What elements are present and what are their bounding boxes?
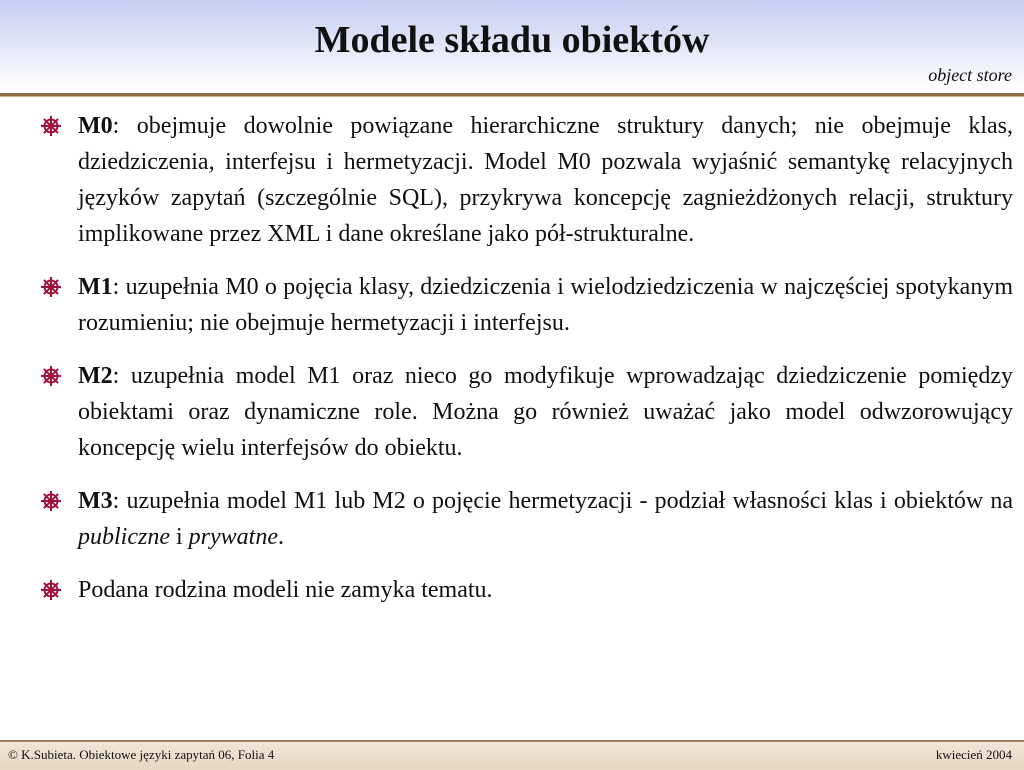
- item-end-punctuation: .: [277, 524, 284, 550]
- item-text: [78, 108, 1013, 252]
- item-text: [78, 358, 1013, 466]
- model-term: M1: [78, 274, 113, 300]
- list-item: [40, 572, 1013, 608]
- bullet-list: [40, 108, 1013, 625]
- list-item: [40, 358, 1013, 466]
- model-term: M2: [78, 363, 113, 389]
- dharma-wheel-icon: [40, 276, 62, 298]
- item-text: [78, 269, 1013, 341]
- item-text: [78, 483, 1013, 555]
- item-text: Podana rodzina modeli nie zamyka tematu.: [78, 577, 493, 603]
- emphasis-private: prywatne: [188, 524, 278, 550]
- slide-footer: [0, 740, 1024, 770]
- item-description: : uzupełnia model M1 oraz nieco go modyfikuje wprowadzając dziedziczenie pomiędzy obiektami oraz dynamiczne role. Można go również uważać jako model odwzorowujący koncepcję wielu interfejsów do obiektu.: [78, 363, 1013, 461]
- dharma-wheel-icon: [40, 490, 62, 512]
- slide-subtitle: object store: [928, 65, 1012, 85]
- emphasis-public: publiczne: [78, 524, 170, 550]
- connector-text: i: [169, 524, 189, 550]
- footer-copyright: © K.Subieta. Obiektowe języki zapytań 06, Folia 4: [8, 747, 275, 762]
- model-term: M3: [78, 488, 113, 514]
- dharma-wheel-icon: [40, 579, 62, 601]
- item-description: : uzupełnia model M1 lub M2 o pojęcie hermetyzacji - podział własności klas i obiektów na: [112, 488, 1013, 514]
- dharma-wheel-icon: [40, 115, 62, 137]
- model-term: M0: [78, 113, 113, 139]
- footer-date: kwiecień 2004: [935, 747, 1012, 762]
- item-description: : uzupełnia M0 o pojęcia klasy, dziedziczenia i wielodziedziczenia w najczęściej spotykanym rozumieniu; nie obejmuje hermetyzacji i interfejsu.: [78, 274, 1013, 336]
- list-item: [40, 269, 1013, 341]
- dharma-wheel-icon: [40, 365, 62, 387]
- item-description: : obejmuje dowolnie powiązane hierarchiczne struktury danych; nie obejmuje klas, dziedziczenia, interfejsu i hermetyzacji. Model M0 pozwala wyjaśnić semantykę relacyjnych języków zapytań (szczególnie SQL), przykrywa koncepcję zagnieżdżonych relacji, struktury implikowane przez XML i dane określane jako pół-strukturalne.: [78, 113, 1013, 247]
- list-item: [40, 483, 1013, 555]
- header-divider: [0, 93, 1024, 97]
- slide-title: Modele składu obiektów: [314, 19, 710, 61]
- list-item: [40, 108, 1013, 252]
- slide-header: [0, 0, 1024, 90]
